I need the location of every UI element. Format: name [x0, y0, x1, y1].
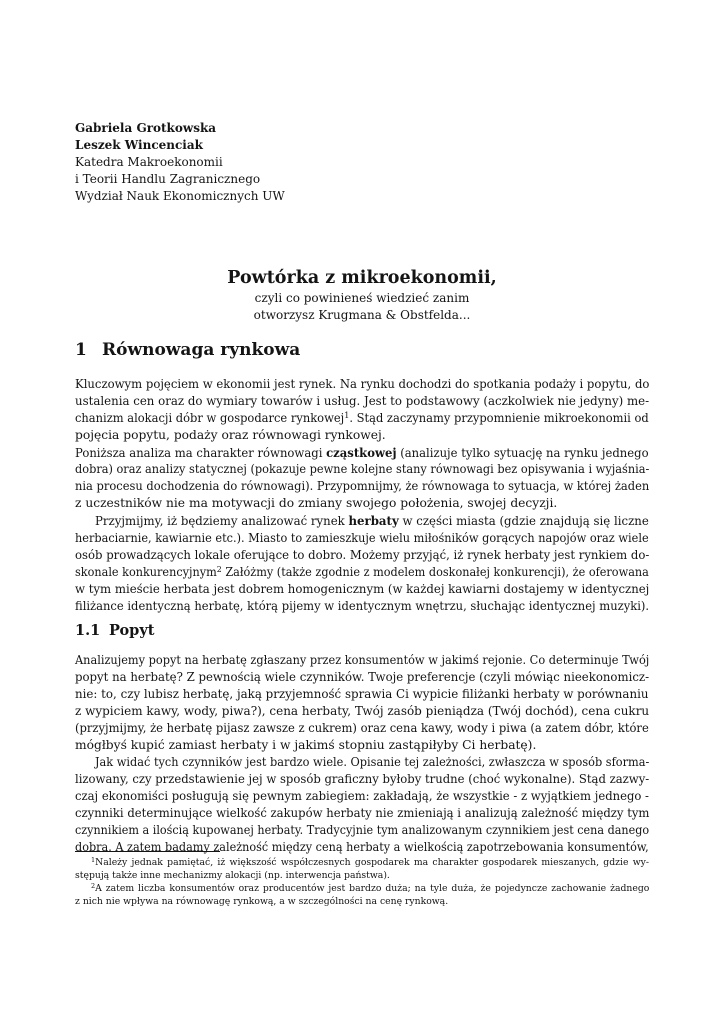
footnote-mark: 2 — [216, 565, 222, 576]
text-line: popyt na herbatę? Z pewnością wiele czynników. Twoje preferencje (czyli mówiąc nieekonomicz- — [75, 670, 650, 684]
text-line: dobra) oraz analizy statycznej (pokazuje pewne kolejne stany równowagi bez opisywania i wyjaśnia- — [75, 462, 650, 476]
text-line: osób prowadzących lokale oferujące to dobro. Możemy przyjąć, iż rynek herbaty jest rynkiem do- — [75, 548, 650, 562]
emphasis-term: herbaty — [348, 513, 399, 528]
text-line: chanizm alokacji dóbr w gospodarce rynkowej$^1$. Stąd zaczynamy przypomnienie mikroekonomii od — [75, 411, 649, 425]
text-line: dobra. A zatem badamy zależność między ceną herbaty a wielkością zapotrzebowania konsumentów, — [75, 840, 649, 854]
text-line: skonale konkurencyjnym$^2$ Załóżmy (także zgodnie z modelem doskonałej konkurencji), że oferowana — [75, 565, 649, 579]
footnote-rule — [75, 851, 220, 852]
footnote-number: 1 — [91, 856, 96, 865]
subsection-title: Popyt — [109, 622, 155, 639]
footnote-line: stępują także inne mechanizmy alokacji (np. interwencja państwa). — [75, 870, 390, 881]
author-line: Katedra Makroekonomii — [75, 155, 223, 169]
text-line: filiżance identyczną herbatę, którą pijemy w identycznym wnętrzu, słuchając identycznej muzyki). — [75, 599, 650, 613]
document-subtitle-line-1: czyli co powinieneś wiedzieć zanim — [254, 291, 470, 305]
text-line: z uczestników nie ma motywacji do zmiany swojego położenia, swojej decyzji. — [75, 496, 558, 510]
text-line: Poniższa analiza ma charakter równowagi cząstkowej (analizuje tylko sytuację na rynku jednego — [75, 445, 649, 460]
author-line: Gabriela Grotkowska — [75, 121, 217, 135]
footnote-line: $^2$A zatem liczba konsumentów oraz producentów jest bardzo duża; na tyle duża, że pojedyncze zachowanie żadnego — [91, 882, 650, 894]
author-line: Wydział Nauk Ekonomicznych UW — [75, 189, 285, 203]
document-title: Powtórka z mikroekonomii, — [227, 268, 497, 288]
text-line: ustalenia cen oraz do wymiary towarów i usług. Jest to podstawowy (aczkolwiek nie jedyny) me- — [75, 394, 650, 408]
section-heading — [75, 340, 300, 360]
emphasis-term: cząstkowej — [326, 445, 397, 460]
author-line: Leszek Wincenciak — [75, 138, 203, 152]
subsection-heading — [75, 622, 154, 639]
title-block — [0, 266, 724, 324]
text-line: mógłbyś kupić zamiast herbaty i w jakimś stopniu zastąpiłyby Ci herbatę). — [75, 738, 537, 752]
text-line: w tym mieście herbata jest dobrem homogenicznym (w każdej kawiarni dostajemy w identycznej — [75, 582, 650, 596]
text-line: nie: to, czy lubisz herbatę, jaką przyjemność sprawia Ci wypicie filiżanki herbaty w porównaniu — [75, 687, 649, 701]
text-line: czynnikiem a ilością kupowanej herbaty. Tradycyjnie tym analizowanym czynnikiem jest cena danego — [75, 823, 650, 837]
text-line: czynniki determinujące wielkość zakupów herbaty nie zmieniają i analizują zależność między tym — [75, 806, 650, 820]
footnote-mark: 1 — [344, 411, 350, 422]
text-line: Jak widać tych czynników jest bardzo wiele. Opisanie tej zależności, zwłaszcza w sposób sforma- — [95, 755, 650, 769]
footnote-line: z nich nie wpływa na równowagę rynkową, a w szczególności na cenę rynkową. — [75, 896, 449, 907]
text-line: Kluczowym pojęciem w ekonomii jest rynek. Na rynku dochodzi do spotkania podaży i popytu, do — [75, 377, 650, 391]
subsection-number: 1.1 — [75, 622, 101, 639]
document-subtitle-line-2: otworzysz Krugmana & Obstfelda... — [253, 308, 471, 322]
text-line: lizowany, czy przedstawienie jej w sposób graficzny byłoby trudne (choć wykonalne). Stąd zazwy- — [75, 772, 650, 786]
text-line: Analizujemy popyt na herbatę zgłaszany przez konsumentów w jakimś rejonie. Co determinuje Twój — [75, 653, 650, 667]
author-line: i Teorii Handlu Zagranicznego — [75, 172, 261, 186]
text-line: z wypiciem kawy, wody, piwa?), cena herbaty, Twój zasób pieniądza (Twój dochód), cena cukru — [75, 704, 650, 718]
text-line: (przyjmijmy, że herbatę pijasz zawsze z cukrem) oraz cena kawy, wody i piwa (a zatem dóbr, które — [75, 721, 649, 735]
text-line: pojęcia popytu, podaży oraz równowagi rynkowej. — [75, 428, 386, 442]
section-number: 1 — [75, 340, 87, 360]
author-block — [75, 120, 285, 205]
footnote-number: 2 — [91, 882, 96, 891]
section-title: Równowaga rynkowa — [102, 340, 301, 360]
text-line: herbaciarnie, kawiarnie etc.). Miasto to zamieszkuje wielu miłośników gorących napojów oraz wiele — [75, 531, 649, 545]
text-line: Przyjmijmy, iż będziemy analizować rynek herbaty w części miasta (gdzie znajdują się liczne — [95, 513, 649, 528]
footnote-line: $^1$Należy jednak pamiętać, iż większość współczesnych gospodarek ma charakter gospodarek mieszanych, gdzie wy- — [91, 856, 649, 868]
text-line: nia procesu dochodzenia do równowagi). Przypomnijmy, że równowaga to sytuacja, w której żaden — [75, 479, 650, 493]
text-line: czaj ekonomiści posługują się pewnym zabiegiem: zakładają, że wszystkie - z wyjątkiem jednego - — [75, 789, 649, 803]
